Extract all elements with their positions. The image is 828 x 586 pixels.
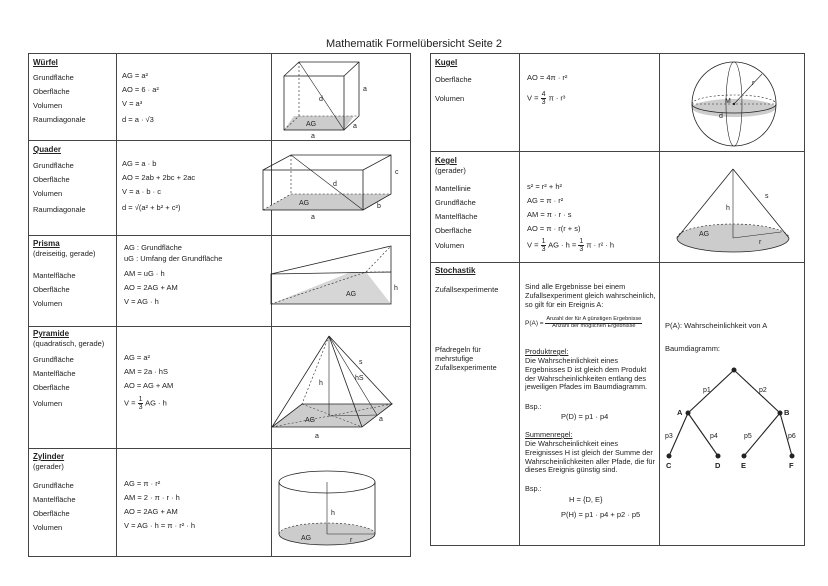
cuboid-label: Grundfläche	[33, 161, 74, 170]
cube-formula: V = a³	[122, 99, 143, 108]
cylinder-label: Grundfläche	[33, 481, 74, 490]
cube-label: Grundfläche	[33, 73, 74, 82]
pyramid-h-label: h	[319, 380, 323, 387]
cube-a-label: a	[363, 86, 367, 93]
tree-node-d: D	[715, 461, 721, 470]
cuboid-ag-label: AG	[299, 200, 310, 207]
prism-formula: AO = 2AG + AM	[124, 283, 178, 292]
product-rule-example: P(D) = p1 · p4	[561, 412, 609, 421]
cuboid-b-label: b	[377, 203, 381, 210]
stochastics-heading: Stochastik	[435, 266, 476, 275]
prism-h-label: h	[394, 285, 398, 292]
tree-node-f: F	[789, 461, 794, 470]
product-rule-bsp: Bsp.:	[525, 402, 542, 411]
cone-formula: AG = π · r²	[527, 196, 564, 205]
stochastics-laplace-text: Sind alle Ergebnisse bei einem Zufallsexperiment gleich wahrscheinlich, so gilt für ein Ereignis A:	[525, 282, 656, 309]
cone-formula: s² = r² + h²	[527, 182, 563, 191]
cone-r-label: r	[759, 239, 762, 246]
cube-label: Raumdiagonale	[33, 115, 86, 124]
tree-p1-label: p1	[703, 387, 711, 394]
prism-subtitle: (dreiseitig, gerade)	[33, 249, 96, 258]
pyramid-ag-label: AG	[305, 417, 316, 424]
pyramid-label: Mantelfläche	[33, 369, 76, 378]
cone-s-label: s	[765, 193, 769, 200]
cylinder-formula: V = AG · h = π · r² · h	[124, 521, 196, 530]
cylinder-formula: AM = 2 · π · r · h	[124, 493, 180, 502]
sphere-label: Oberfläche	[435, 75, 472, 84]
cube-heading: Würfel	[33, 58, 58, 67]
cuboid-formula: d = √(a² + b² + c²)	[122, 203, 181, 212]
cube-d-label: d	[319, 96, 323, 103]
prism-note: uG : Umfang der Grundfläche	[124, 254, 223, 263]
pyramid-formula: V = $\frac{1}{3}$ AG · h	[124, 396, 167, 411]
tree-diagram	[663, 366, 801, 476]
laplace-formula: P(A) = $\frac{\text{Anzahl der für A günstigen Ergebnisse}}{\text{Anzahl der möglichen Ergebnisse}}$	[525, 316, 642, 329]
sphere-figure	[689, 60, 779, 148]
product-rule-text: Die Wahrscheinlichkeit eines Ergebnisses D ist gleich dem Produkt der Wahrscheinlichkeiten entlang des jeweiligen Pfades im Baumdiagramm.	[525, 356, 648, 392]
cylinder-label: Oberfläche	[33, 509, 70, 518]
prism-label: Oberfläche	[33, 285, 70, 294]
pyramid-formula: AO = AG + AM	[124, 381, 174, 390]
cone-ag-label: AG	[699, 231, 710, 238]
cuboid-label: Volumen	[33, 189, 63, 198]
cube-label: Volumen	[33, 101, 63, 110]
tree-node-a: A	[677, 408, 683, 417]
probability-note: P(A): Wahrscheinlichkeit von A	[665, 321, 768, 330]
sphere-r-label: r	[752, 80, 755, 87]
product-rule-title: Produktregel:	[525, 347, 569, 356]
tree-title: Baumdiagramm:	[665, 344, 721, 353]
cuboid-label: Raumdiagonale	[33, 205, 86, 214]
cube-formula: AG = a²	[122, 71, 149, 80]
cone-h-label: h	[726, 205, 730, 212]
tree-node-c: C	[666, 461, 672, 470]
cylinder-label: Mantelfläche	[33, 495, 76, 504]
prism-label: Volumen	[33, 299, 63, 308]
prism-ag-label: AG	[346, 291, 357, 298]
cuboid-heading: Quader	[33, 145, 62, 154]
cone-formula: AO = π · r(r + s)	[527, 224, 581, 233]
sphere-formula: AO = 4π · r²	[527, 73, 568, 82]
sphere-formula: V = $\frac{4}{3}$ π · r³	[527, 91, 566, 106]
cone-figure	[671, 166, 791, 258]
cone-label: Mantellinie	[435, 184, 471, 193]
cuboid-label: Oberfläche	[33, 175, 70, 184]
sum-rule-example: P(H) = p1 · p4 + p2 · p5	[561, 510, 641, 519]
tree-p3-label: p3	[665, 433, 673, 440]
tree-node-e: E	[741, 461, 747, 470]
pyramid-formula: AM = 2a · hS	[124, 367, 168, 376]
pyramid-a-label: a	[379, 416, 383, 423]
cylinder-formula: AG = π · r²	[124, 479, 161, 488]
pyramid-formula: AG = a²	[124, 353, 151, 362]
cone-label: Volumen	[435, 241, 465, 250]
sum-rule-text: Die Wahrscheinlichkeit eines Ereignisses H ist gleich der Summe der Wahrscheinlichkeiten aller Pfade, die für dieses Ereignis günstig sind.	[525, 439, 655, 475]
right-table	[430, 53, 805, 546]
sum-rule-title: Summenregel:	[525, 430, 573, 439]
cone-subtitle: (gerader)	[435, 166, 466, 175]
pyramid-label: Volumen	[33, 399, 63, 408]
stochastics-label-path-rules: Pfadregeln für mehrstufige Zufallsexperimente	[435, 345, 497, 372]
cylinder-formula: AO = 2AG + AM	[124, 507, 178, 516]
cone-heading: Kegel	[435, 156, 457, 165]
cube-a-label: a	[353, 123, 357, 130]
cylinder-figure	[275, 470, 385, 550]
cuboid-figure	[261, 152, 411, 222]
pyramid-a-label: a	[315, 433, 319, 440]
prism-heading: Prisma	[33, 239, 60, 248]
prism-label: Mantelfläche	[33, 271, 76, 280]
prism-formula: V = AG · h	[124, 297, 159, 306]
cone-label: Oberfläche	[435, 226, 472, 235]
cube-formula: d = a · √3	[122, 115, 154, 124]
pyramid-subtitle: (quadratisch, gerade)	[33, 339, 105, 348]
cube-ag-label: AG	[306, 121, 317, 128]
cuboid-formula: V = a · b · c	[122, 187, 161, 196]
left-table	[28, 53, 411, 557]
sphere-d-label: d	[719, 113, 723, 120]
cube-a-label: a	[311, 133, 315, 140]
sum-rule-example: H = {D, E}	[569, 495, 603, 504]
tree-p4-label: p4	[710, 433, 718, 440]
cylinder-ag-label: AG	[301, 535, 312, 542]
cuboid-formula: AO = 2ab + 2bc + 2ac	[122, 173, 196, 182]
cylinder-h-label: h	[331, 510, 335, 517]
tree-p5-label: p5	[744, 433, 752, 440]
page-title: Mathematik Formelübersicht Seite 2	[325, 38, 503, 50]
cylinder-heading: Zylinder	[33, 452, 65, 461]
sum-rule-bsp: Bsp.:	[525, 484, 542, 493]
stochastics-label-experiments: Zufallsexperimente	[435, 285, 499, 294]
pyramid-s-label: s	[359, 359, 363, 366]
pyramid-figure	[267, 332, 407, 444]
cone-formula: V = $\frac{1}{3}$ AG · h = $\frac{1}{3}$ π · r² · h	[527, 238, 615, 253]
sphere-heading: Kugel	[435, 58, 458, 67]
prism-note: AG : Grundfläche	[124, 243, 182, 252]
cylinder-subtitle: (gerader)	[33, 462, 64, 471]
cone-label: Grundfläche	[435, 198, 476, 207]
tree-p6-label: p6	[788, 433, 796, 440]
cube-formula: AO = 6 · a²	[122, 85, 159, 94]
sphere-label: Volumen	[435, 94, 465, 103]
sphere-m-label: M	[725, 98, 731, 105]
cone-label: Mantelfläche	[435, 212, 478, 221]
cylinder-label: Volumen	[33, 523, 63, 532]
cylinder-r-label: r	[350, 537, 353, 544]
prism-formula: AM = uG · h	[124, 269, 165, 278]
cuboid-formula: AG = a · b	[122, 159, 157, 168]
cone-formula: AM = π · r · s	[527, 210, 572, 219]
cube-label: Oberfläche	[33, 87, 70, 96]
pyramid-heading: Pyramide	[33, 329, 70, 338]
pyramid-hs-label: hS	[355, 375, 364, 382]
pyramid-label: Oberfläche	[33, 383, 70, 392]
tree-p2-label: p2	[759, 387, 767, 394]
cuboid-a-label: a	[311, 214, 315, 221]
prism-figure	[266, 242, 406, 317]
cuboid-d-label: d	[333, 181, 337, 188]
cube-figure	[279, 58, 404, 138]
cuboid-c-label: c	[395, 169, 399, 176]
tree-node-b: B	[784, 408, 790, 417]
pyramid-label: Grundfläche	[33, 355, 74, 364]
